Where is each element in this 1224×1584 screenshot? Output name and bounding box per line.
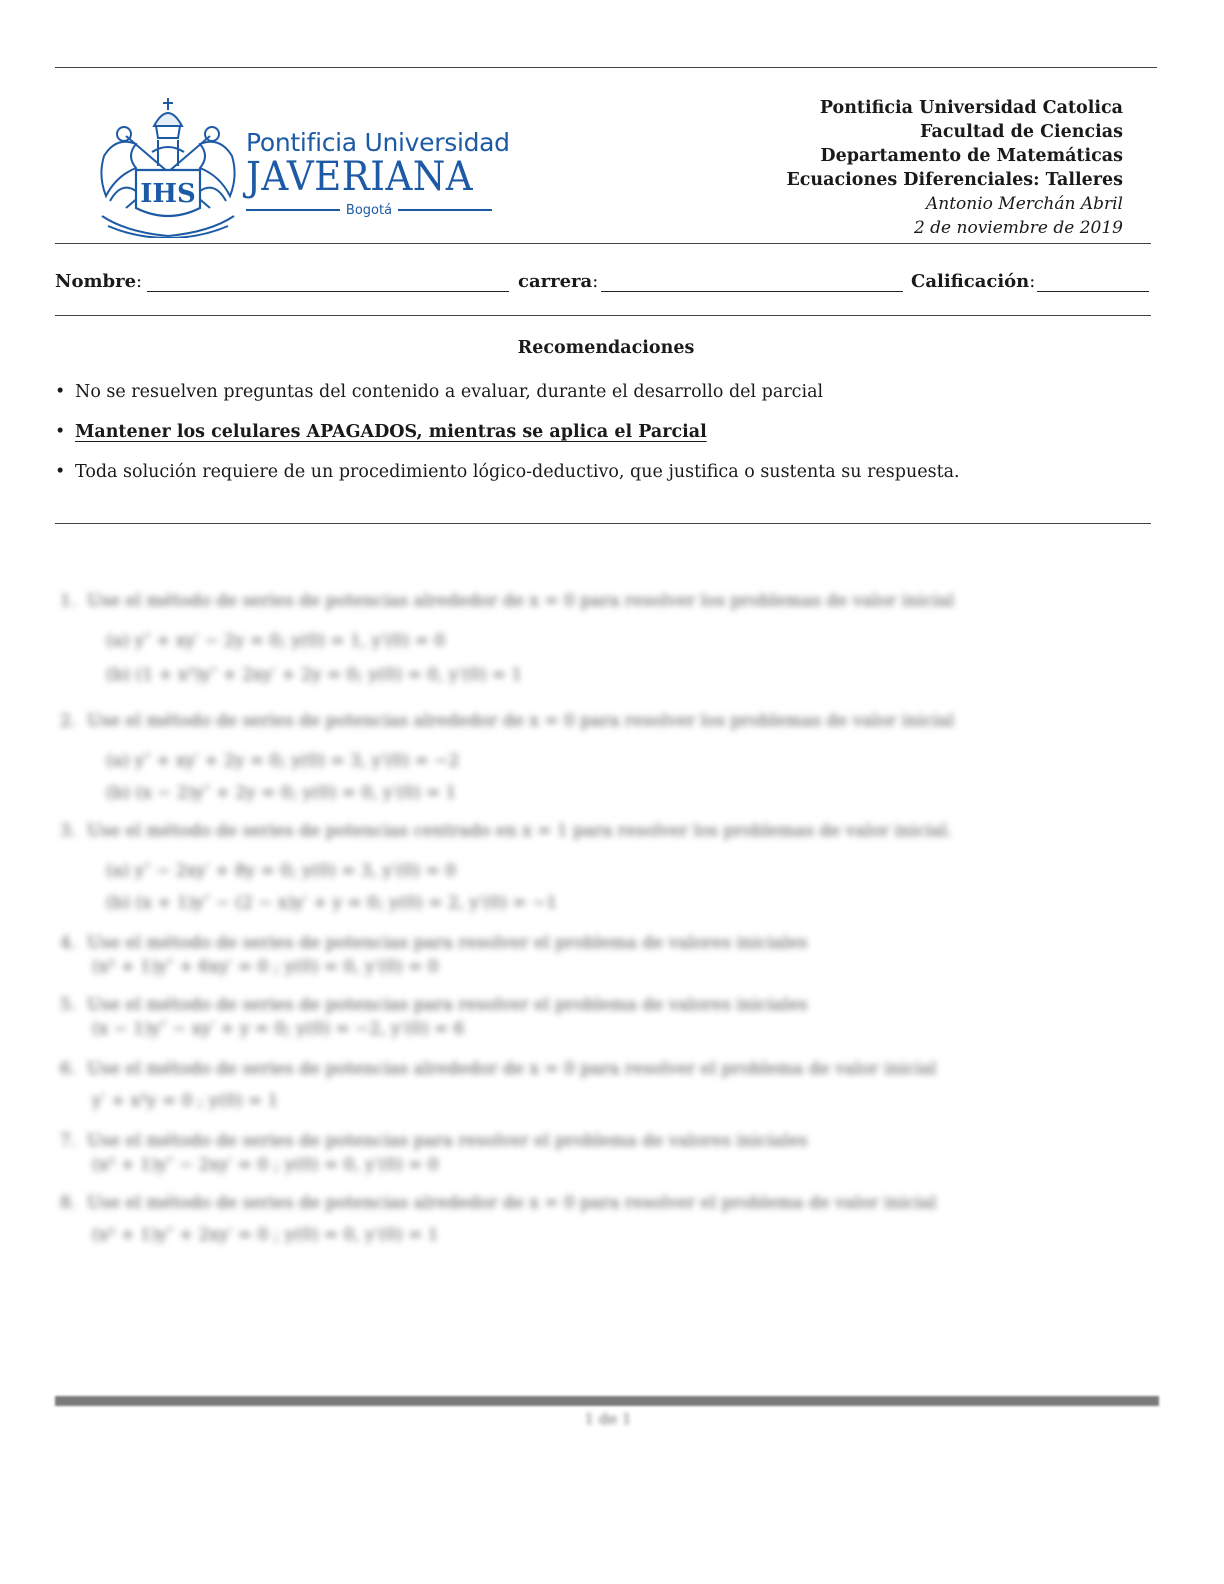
logo-text-pontificia: Pontificia Universidad <box>246 128 510 157</box>
logo-bogota-row <box>246 200 492 220</box>
header-date: 2 de noviembre de 2019 <box>913 218 1123 238</box>
problem-item: 4. Use el método de series de potencias para resolver el problema de valores iniciales <box>60 933 808 953</box>
header-course: Ecuaciones Diferenciales: Talleres <box>786 170 1123 190</box>
problem-subitem: (b) (x + 1)y″ − (2 − x)y′ + y = 0; y(0) = 2, y′(0) = −1 <box>106 893 558 913</box>
grade-label: Calificación: <box>911 271 1036 292</box>
problem-subitem: (x² + 1)y″ + 6xy′ = 0 ; y(0) = 0, y′(0) = 0 <box>92 957 439 977</box>
seal-letters: IHS <box>140 179 196 209</box>
bullet-icon: • <box>55 382 66 402</box>
logo-bar-left <box>246 209 340 211</box>
university-seal-icon <box>96 96 240 238</box>
bullet-icon: • <box>55 462 66 482</box>
career-label: carrera: <box>518 271 599 292</box>
header-rule <box>55 243 1151 244</box>
section-rule <box>55 523 1151 524</box>
logo-text-bogota: Bogotá <box>345 202 393 218</box>
problem-subitem: (x² + 1)y″ + 2xy′ = 0 ; y(0) = 0, y′(0) = 1 <box>92 1225 439 1245</box>
footer-bar <box>55 1396 1159 1406</box>
header-department: Departamento de Matemáticas <box>820 146 1123 166</box>
logo-bar-right <box>398 209 492 211</box>
problem-subitem: (x − 1)y″ − xy′ + y = 0; y(0) = −2, y′(0) = 6 <box>92 1019 465 1039</box>
logo-text-javeriana: JAVERIANA <box>246 154 474 200</box>
problem-item: 7. Use el método de series de potencias para resolver el problema de valores iniciales <box>60 1131 808 1151</box>
recommendation-text: No se resuelven preguntas del contenido a evaluar, durante el desarrollo del parcial <box>75 382 824 402</box>
problem-subitem: (b) (1 + x²)y″ + 2xy′ + 2y = 0; y(0) = 0, y′(0) = 1 <box>106 665 523 685</box>
recommendation-item <box>55 382 823 402</box>
name-field[interactable] <box>147 291 509 292</box>
header-faculty: Facultad de Ciencias <box>920 122 1123 142</box>
name-row-rule <box>55 315 1151 316</box>
problem-item: 1. Use el método de series de potencias alrededor de x = 0 para resolver los problemas de valor inicial <box>60 591 955 611</box>
name-label: Nombre: <box>55 271 143 292</box>
header-author: Antonio Merchán Abril <box>925 194 1123 214</box>
problem-item: 3. Use el método de series de potencias centrado en x = 1 para resolver los problemas de valor inicial. <box>60 821 953 841</box>
university-logo <box>96 96 510 238</box>
recommendation-text: Toda solución requiere de un procedimiento lógico-deductivo, que justifica o sustenta su respuesta. <box>75 462 960 482</box>
problem-subitem: (a) y″ + xy′ + 2y = 0; y(0) = 3, y′(0) = −2 <box>106 751 460 771</box>
problem-subitem: (a) y″ + xy′ − 2y = 0; y(0) = 1, y′(0) = 0 <box>106 631 446 651</box>
page-number: 1 de 1 <box>584 1410 632 1428</box>
problem-subitem: y′ + x²y = 0 ; y(0) = 1 <box>92 1091 279 1111</box>
career-field[interactable] <box>601 291 903 292</box>
document-header <box>786 96 1123 240</box>
grade-field[interactable] <box>1037 291 1149 292</box>
recommendations-title: Recomendaciones <box>517 338 695 358</box>
problem-subitem: (b) (x − 2)y″ + 2y = 0; y(0) = 0, y′(0) = 1 <box>106 783 457 803</box>
recommendation-item <box>55 422 707 442</box>
recommendation-item <box>55 462 960 482</box>
problem-item: 6. Use el método de series de potencias alrededor de x = 0 para resolver el problema de valor inicial <box>60 1059 937 1079</box>
student-info-row <box>55 269 1151 299</box>
problem-item: 8. Use el método de series de potencias alrededor de x = 0 para resolver el problema de valor inicial <box>60 1193 937 1213</box>
problem-subitem: (a) y″ − 2xy′ + 8y = 0; y(0) = 3, y′(0) = 0 <box>106 861 456 881</box>
problem-item: 5. Use el método de series de potencias para resolver el problema de valores iniciales <box>60 995 808 1015</box>
problem-subitem: (x² + 1)y″ − 2xy′ = 0 ; y(0) = 0, y′(0) = 0 <box>92 1155 439 1175</box>
top-rule <box>55 67 1157 68</box>
bullet-icon: • <box>55 422 66 442</box>
recommendation-text-emphasis: Mantener los celulares APAGADOS, mientras se aplica el Parcial <box>75 422 707 442</box>
problem-item: 2. Use el método de series de potencias alrededor de x = 0 para resolver los problemas de valor inicial <box>60 711 955 731</box>
header-university: Pontificia Universidad Catolica <box>819 98 1123 118</box>
